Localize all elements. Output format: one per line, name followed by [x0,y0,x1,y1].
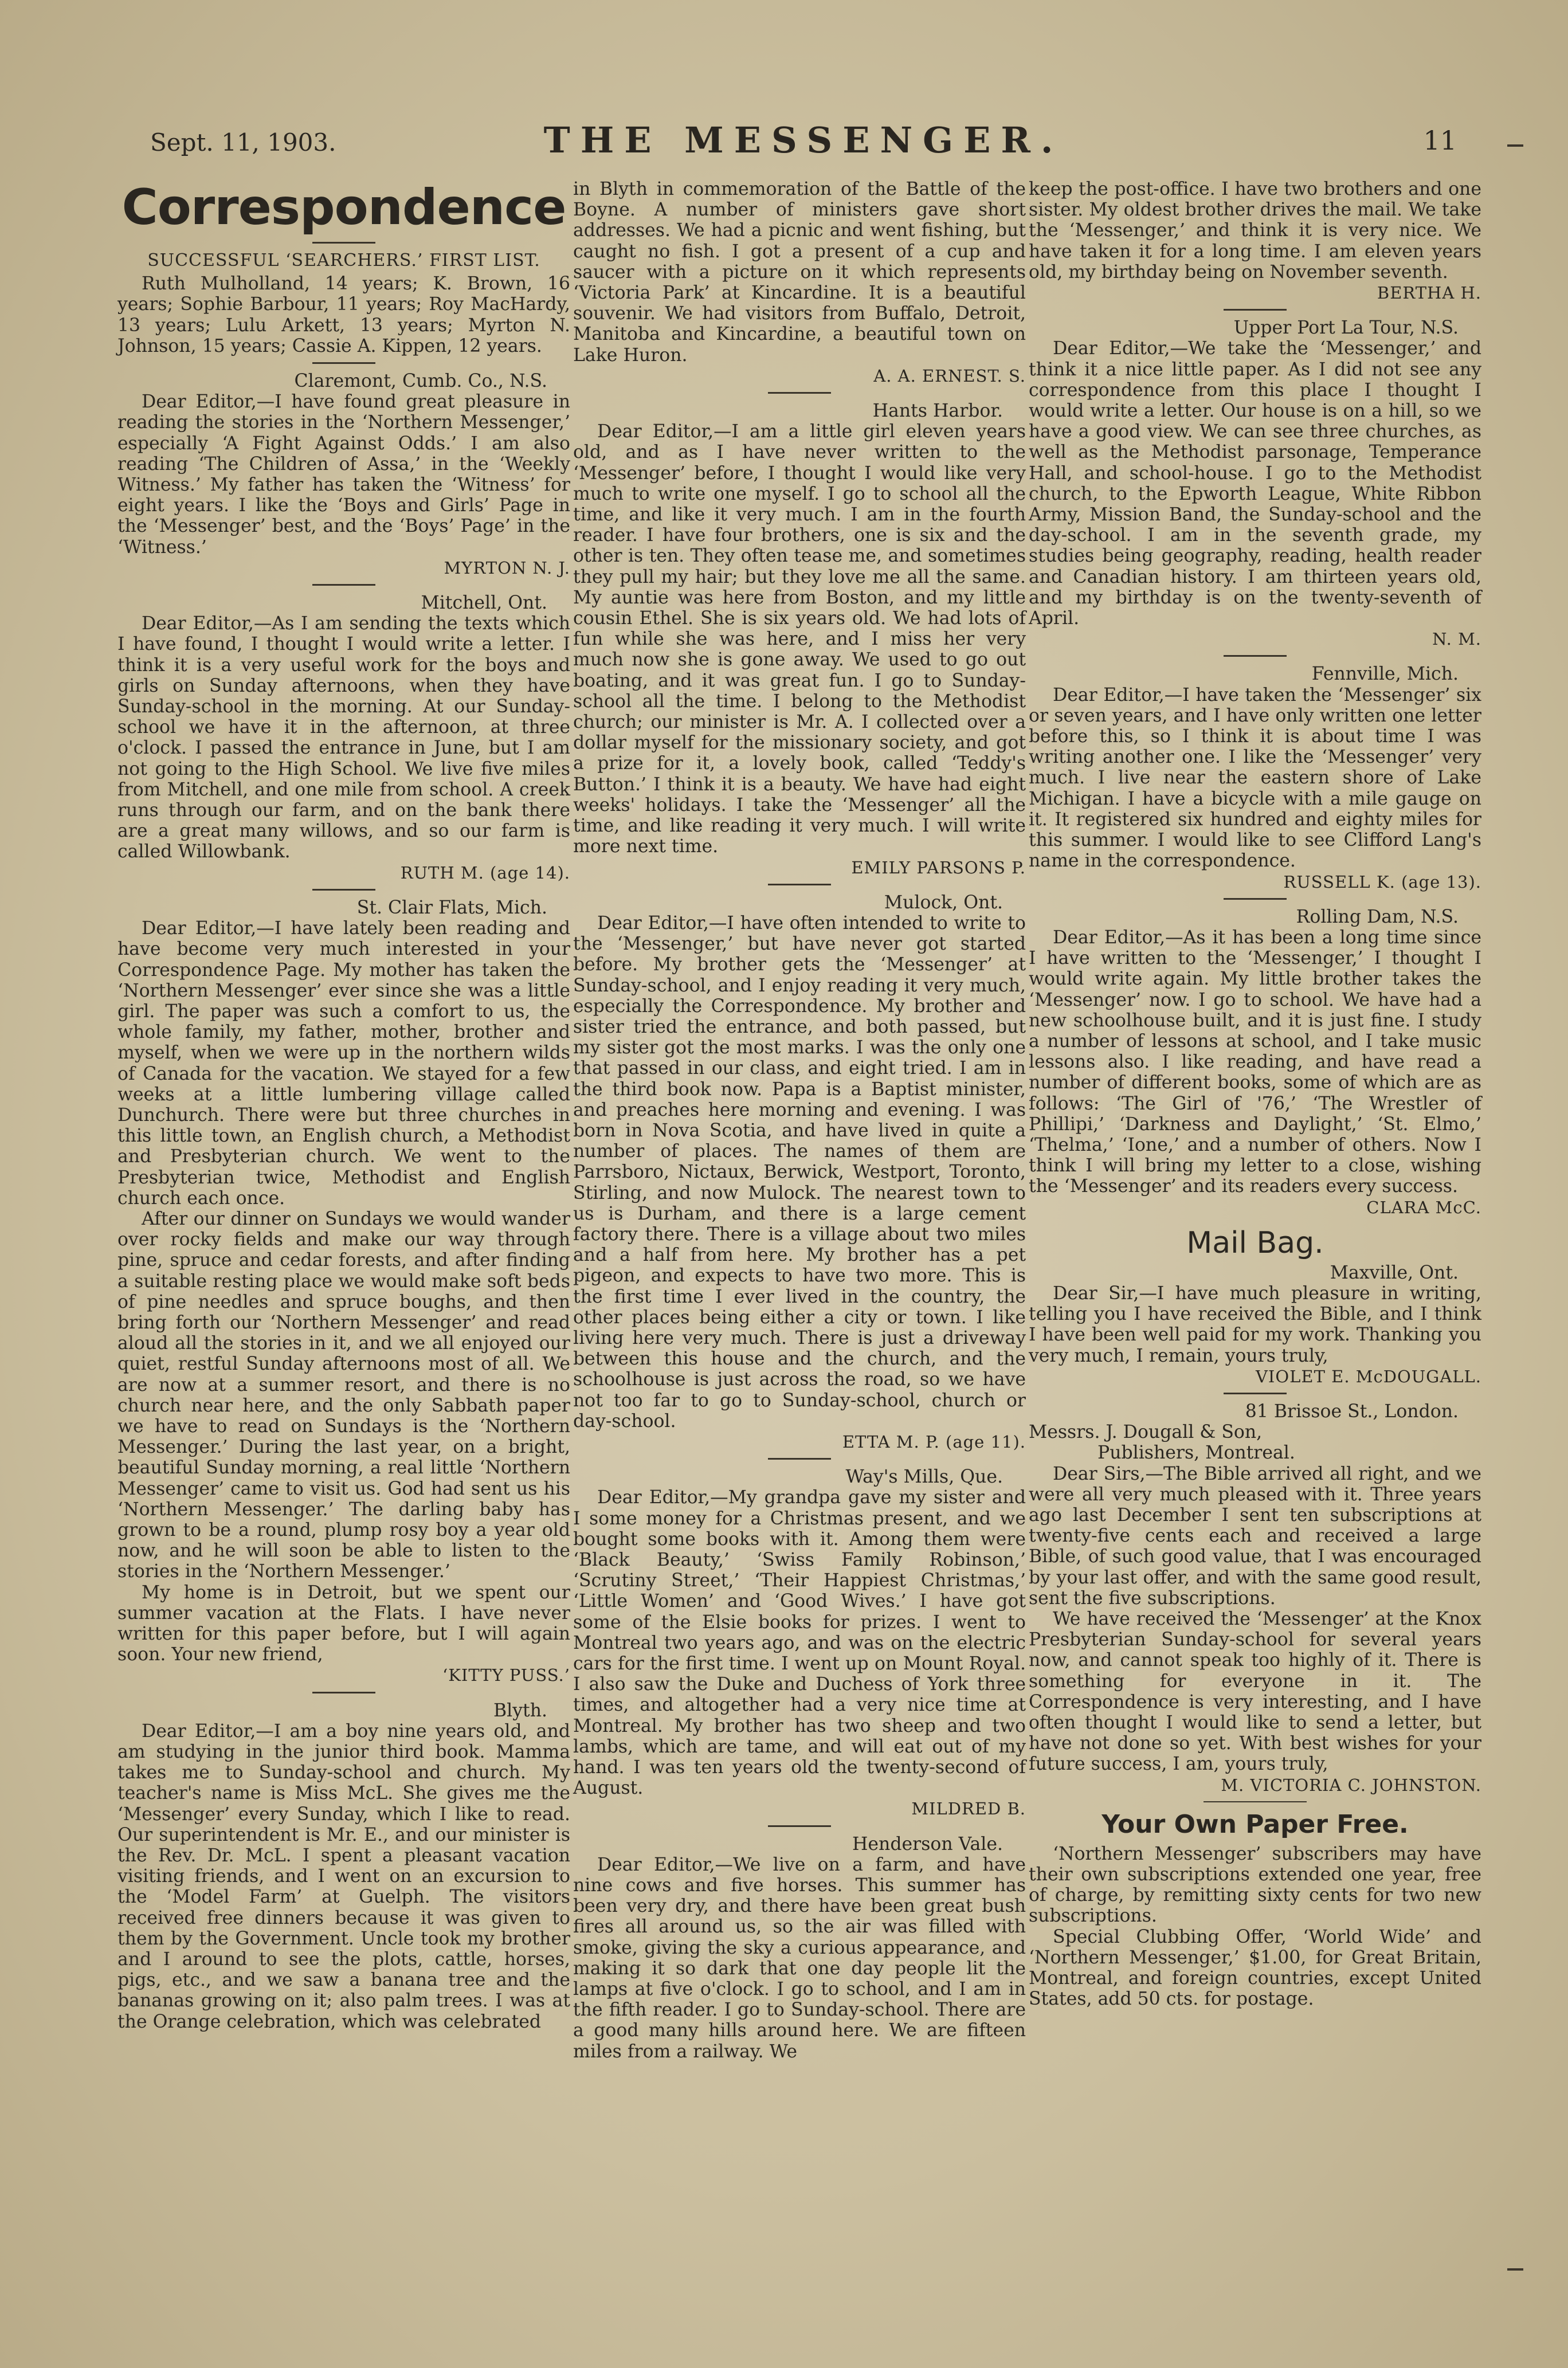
letter-place: Upper Port La Tour, N.S. [1233,317,1459,339]
column-1 [117,179,570,2032]
divider [312,1692,375,1693]
divider [312,242,375,244]
letter-signature: VIOLET E. McDOUGALL. [1255,1366,1481,1386]
letter-place: St. Clair Flats, Mich. [356,897,547,918]
letter-place: Maxville, Ont. [1330,1262,1459,1283]
letter-body: We have received the ‘Messenger’ at the Knox Presbyterian Sunday-school for several years now, and cannot speak too highly of it. There is something for everyone in it. The Correspondence is very interesting, and I have often thought I would like to send a letter, but have not done so yet. With best wishes for your future success, I am, yours truly, [1029,1609,1481,1775]
letter-body: in Blyth in commemoration of the Battle of the Boyne. A number of ministers gave short addresses. We had a picnic and went fishing, but caught no fish. I got a present of a cup and saucer with a picture on it which represents ‘Victoria Park’ at Kincardine. It is a beautiful souvenir. We had visitors from Buffalo, Detroit, Manitoba and Kincardine, a beautiful town on Lake Huron. [573,179,1026,366]
letter-body: Dear Sirs,—The Bible arrived all right, and we were all very much pleased with it. Three years ago last December I sent ten subscriptions at twenty-five cents each and received a large Bible, of such good value, that I was encouraged by your last offer, and with the same good result, sent the five subscriptions. [1029,1463,1481,1609]
letter-place: Fennville, Mich. [1311,664,1459,685]
divider [1224,1393,1287,1394]
letter-place: Way's Mills, Que. [845,1467,1003,1488]
letter-signature: ‘KITTY PUSS.’ [442,1665,570,1685]
letter-place: Mitchell, Ont. [421,593,547,614]
letter-body: After our dinner on Sundays we would wander over rocky fields and make our way through pine, spruce and cedar forests, and after finding a suitable resting place we would make soft beds of pine needles and spruce boughs, and then bring forth our ‘Northern Messenger’ and read aloud all the stories in it, and we all enjoyed our quiet, restful Sunday afternoons most of all. We are now at a summer resort, and there is no church near here, and the only Sabbath paper we have to read on Sundays is the ‘Northern Messenger.’ During the last year, on a bright, beautiful Sunday morning, a real little ‘Northern Messenger’ came to visit us. God had sent us his ‘Northern Messenger.’ The darling baby has grown to be a round, plump rosy boy a year old now, and he will soon be able to listen to the stories in the ‘Northern Messenger.’ [117,1208,570,1582]
letter-address: Publishers, Montreal. [1097,1442,1295,1464]
divider [1224,655,1287,657]
letter-signature: RUTH M. (age 14). [400,862,570,883]
divider [768,1825,831,1827]
letter-signature: MYRTON N. J. [444,558,570,578]
letter-place: Hants Harbor. [872,401,1003,422]
column-3 [1029,179,1481,2009]
letter-place: Blyth. [493,1700,547,1721]
masthead-title: THE MESSENGER. [543,119,1064,161]
page-header [150,119,1457,171]
column-2 [573,179,1026,2062]
divider [1224,898,1287,900]
own-paper-heading: Your Own Paper Free. [1101,1809,1409,1839]
letter-signature: RUSSELL K. (age 13). [1283,872,1481,892]
divider [312,889,375,891]
letter-signature: MILDRED B. [911,1799,1026,1819]
divider [312,584,375,586]
letter-place: Mulock, Ont. [884,892,1003,913]
issue-date: Sept. 11, 1903. [150,128,336,156]
letter-body: Dear Editor,—I have often intended to write to the ‘Messenger,’ but have never got started before. My brother gets the ‘Messenger’ at Sunday-school, and I enjoy reading it very much, especially the Correspondence. My brother and sister tried the entrance, and both passed, but my sister got the most marks. I was the only one that passed in our class, and eight tried. I am in the third book now. Papa is a Baptist minister, and preaches here morning and evening. I was born in Nova Scotia, and have lived in quite a number of places. The names of them are Parrsboro, Nictaux, Berwick, Westport, Toronto, Stirling, and now Mulock. The nearest town to us is Durham, and there is a large cement factory there. There is a village about two miles and a half from here. My brother has a pet pigeon, and expects to have two more. This is the first time I ever lived in the country, the other places being either a city or town. I like living here very much. There is just a driveway between this house and the church, and the schoolhouse is just across the road, so we have not too far to go to Sunday-school, church or day-school. [573,912,1026,1432]
letter-signature: CLARA McC. [1366,1197,1481,1217]
page-number: 11 [1423,125,1457,156]
notice-body: Special Clubbing Offer, ‘World Wide’ and ‘Northern Messenger,’ $1.00, for Great Britain, Montreal, and foreign countries, except United States, add 50 cts. for postage. [1029,1926,1481,2010]
letter-body: Dear Editor,—We take the ‘Messenger,’ and think it a nice little paper. As I did not see any correspondence from this place I thought I would write a letter. Our house is on a hill, so we have a good view. We can see three churches, as well as the Methodist parsonage, Temperance Hall, and school-house. I go to the Methodist church, to the Epworth League, White Ribbon Army, Mission Band, the Sunday-school and the day-school. I am in the seventh grade, my studies being geography, reading, health reader and Canadian history. I am thirteen years old, and my birthday is on the twenty-seventh of April. [1029,338,1481,629]
letter-body: Dear Sir,—I have much pleasure in writing, telling you I have received the Bible, and I think I have been well paid for my work. Thanking you very much, I remain, yours truly, [1029,1283,1481,1366]
notice-body: ‘Northern Messenger’ subscribers may have their own subscriptions extended one year, free of charge, by remitting sixty cents for two new subscriptions. [1029,1843,1481,1927]
mail-bag-heading: Mail Bag. [1186,1225,1324,1260]
letter-body: Dear Editor,—We live on a farm, and have nine cows and five horses. This summer has been very dry, and there have been great bush fires all around us, so the air was filled with smoke, giving the sky a curious appearance, and making it so dark that one day people lit the lamps at five o'clock. I go to school, and I am in the fifth reader. I go to Sunday-school. There are a good many hills around here. We are fifteen miles from a railway. We [573,1854,1026,2062]
letter-signature: M. VICTORIA C. JOHNSTON. [1221,1775,1481,1795]
letter-place: Henderson Vale. [852,1833,1003,1855]
letter-signature: A. A. ERNEST. S. [873,366,1026,386]
letter-body: Dear Editor,—I have taken the ‘Messenger’ six or seven years, and I have only written one letter before this, so I think it is about time I was writing another one. I like the ‘Messenger’ very much. I live near the eastern shore of Lake Michigan. I have a bicycle with a mile gauge on it. It registered six hundred and eighty miles for this summer. I would like to see Clifford Lang's name in the correspondence. [1029,684,1481,872]
letter-signature: EMILY PARSONS P. [851,857,1026,877]
letter-signature: ETTA M. P. (age 11). [842,1432,1026,1452]
edge-mark [1507,2268,1523,2271]
searchers-list: Ruth Mulholland, 14 years; K. Brown, 16 years; Sophie Barbour, 11 years; Roy MacHardy, 13 years; Lulu Arkett, 13 years; Myrton N. Johnson, 15 years; Cassie A. Kippen, 12 years. [117,273,570,356]
correspondence-heading: Correspondence [121,179,566,236]
letter-body: Dear Editor,—As it has been a long time since I have written to the ‘Messenger,’ I thought I would write again. My little brother takes the ‘Messenger’ now. I go to school. We have had a new schoolhouse built, and it is just fine. I study a number of lessons at school, and I take music lessons also. I like reading, and have read a number of different books, some of which are as follows: ‘The Girl of '76,’ ‘The Wrestler of Phillipi,’ ‘Darkness and Daylight,’ ‘St. Elmo,’ ‘Thelma,’ ‘Ione,’ and a number of others. Now I think I will bring my letter to a close, wishing the ‘Messenger’ and its readers every success. [1029,927,1481,1197]
letter-signature: BERTHA H. [1377,283,1481,303]
letter-place: Claremont, Cumb. Co., N.S. [294,371,547,392]
letter-body: Dear Editor,—I am a little girl eleven years old, and as I have never written to the ‘Messenger’ before, I thought I would like very much to write one myself. I go to school all the time, and like it very much. I am in the fourth reader. I have four brothers, one is six and the other is ten. They often tease me, and sometimes they pull my hair; but they love me all the same. My auntie was here from Boston, and my little cousin Ethel. She is six years old. We had lots of fun while she was here, and I miss her very much now she is gone away. We used to go out boating, and it was great fun. I go to Sunday-school all the time. I belong to the Methodist church; our minister is Mr. A. I collected over a dollar myself for the missionary society, and got a prize for it, a lovely book, called ‘Teddy's Button.’ I think it is a beauty. We have had eight weeks' holidays. I take the ‘Messenger’ all the time, and like reading it very much. I will write more next time. [573,421,1026,857]
searchers-title: SUCCESSFUL ‘SEARCHERS.’ FIRST LIST. [147,250,540,270]
divider [1224,309,1287,311]
edge-mark [1507,144,1523,147]
letter-body: Dear Editor,—I have found great pleasure in reading the stories in the ‘Northern Messenger,’ especially ‘A Fight Against Odds.’ I am also reading ‘The Children of Assa,’ in the ‘Weekly Witness.’ My father has taken the ‘Witness’ for eight years. I like the ‘Boys and Girls’ Page in the ‘Messenger’ best, and the ‘Boys’ Page’ in the ‘Witness.’ [117,391,570,558]
letter-place: 81 Brissoe St., London. [1245,1401,1459,1422]
letter-signature: N. M. [1432,629,1481,649]
divider [768,392,831,394]
divider [768,1458,831,1460]
divider [1204,1801,1307,1802]
letter-body: Dear Editor,—My grandpa gave my sister and I some money for a Christmas present, and we bought some books with it. Among them were ‘Black Beauty,’ ‘Swiss Family Robinson,’ ‘Scrutiny Street,’ ‘Their Happiest Christmas,’ ‘Little Women’ and ‘Good Wives.’ I have got some of the Elsie books for prizes. I went to Montreal two years ago, and was on the electric cars for the first time. I went up on Mount Royal. I also saw the Duke and Duchess of York three times, and altogether had a very nice time at Montreal. My brother has two sheep and two lambs, which are tame, and will eat out of my hand. I was ten years old the twenty-second of August. [573,1487,1026,1799]
letter-body: Dear Editor,—I have lately been reading and have become very much interested in your Correspondence Page. My mother has taken the ‘Northern Messenger’ ever since she was a little girl. The paper was such a comfort to us, the whole family, my father, mother, brother and myself, when we were up in the northern wilds of Canada for the vacation. We stayed for a few weeks at a little lumbering village called Dunchurch. There were but three churches in this little town, an English church, a Methodist and Presbyterian church. We went to the Presbyterian twice, Methodist and English church each once. [117,918,570,1209]
letter-address: Messrs. J. Dougall & Son, [1029,1422,1263,1443]
letter-place: Rolling Dam, N.S. [1296,906,1459,927]
divider [768,884,831,885]
divider [312,362,375,364]
letter-body: Dear Editor,—I am a boy nine years old, and am studying in the junior third book. Mamma takes me to Sunday-school and church. My teacher's name is Miss McL. She gives me the ‘Messenger’ every Sunday, which I like to read. Our superintendent is Mr. E., and our minister is the Rev. Dr. McL. I spent a pleasant vacation visiting friends, and I went on an excursion to the ‘Model Farm’ at Guelph. The visitors received free dinners because it was given to them by the Government. Uncle took my brother and I around to see the plots, cattle, horses, pigs, etc., and we saw a banana tree and the bananas growing on it; also palm trees. I was at the Orange celebration, which was celebrated [117,1720,570,2032]
letter-body: keep the post-office. I have two brothers and one sister. My oldest brother drives the mail. We take the ‘Messenger,’ and think it is very nice. We have taken it for a long time. I am eleven years old, my birthday being on November seventh. [1029,179,1481,283]
letter-body: My home is in Detroit, but we spent our summer vacation at the Flats. I have never written for this paper before, but I will again soon. Your new friend, [117,1582,570,1665]
letter-body: Dear Editor,—As I am sending the texts which I have found, I thought I would write a letter. I think it is a very useful work for the boys and girls on Sunday afternoons, when they have Sunday-school in the morning. At our Sunday-school we have it in the afternoon, at three o'clock. I passed the entrance in June, but I am not going to the High School. We live five miles from Mitchell, and one mile from school. A creek runs through our farm, and on the bank there are a great many willows, and so our farm is called Willowbank. [117,613,570,862]
